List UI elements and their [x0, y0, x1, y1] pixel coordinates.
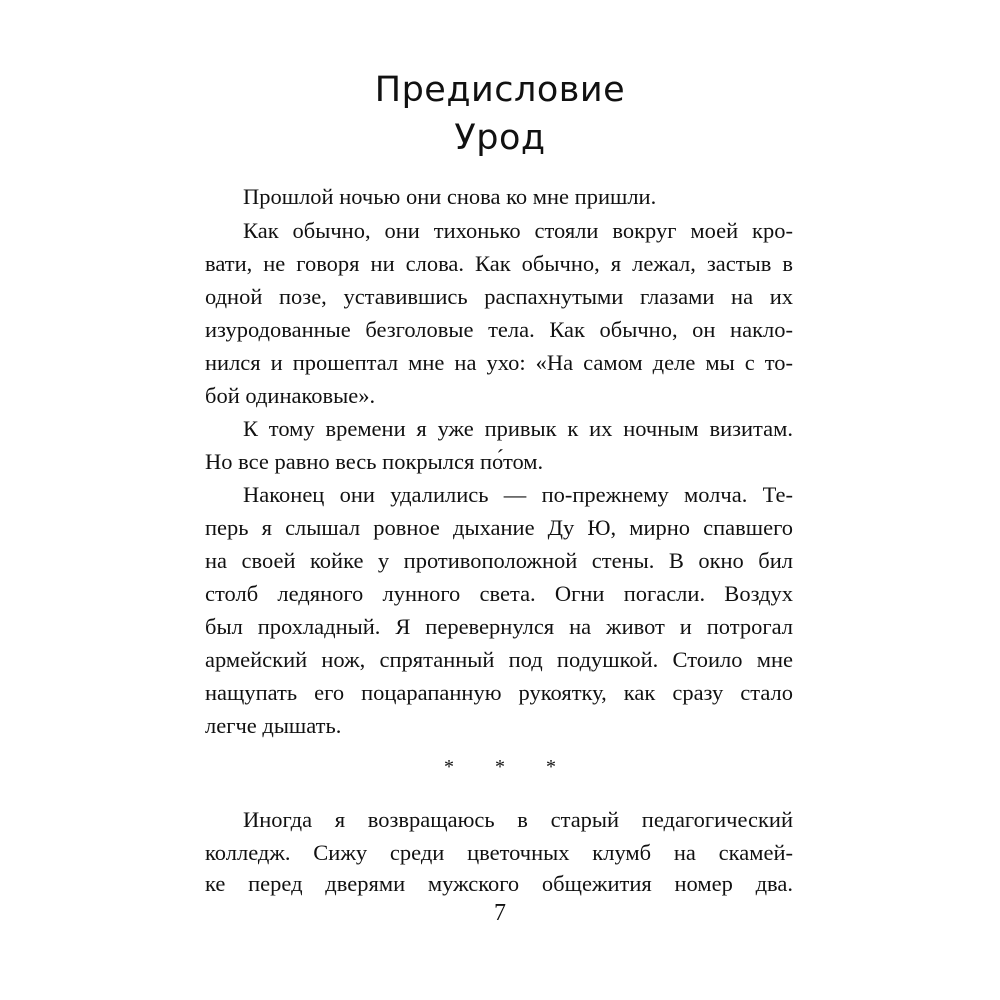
section-separator: * * *	[444, 756, 574, 778]
text-line: Но все равно весь покрылся по́том.	[205, 449, 544, 474]
text-line: бой одинаковые».	[205, 383, 376, 408]
chapter-subtitle: Урод	[454, 118, 546, 158]
text-line: изуродованные безголовые тела. Как обычно, он накло-	[205, 317, 793, 342]
chapter-title: Предисловие	[374, 70, 626, 110]
text-line: нащупать его поцарапанную рукоятку, как сразу стало	[205, 680, 793, 705]
page-number: 7	[494, 900, 506, 926]
text-line: перь я слышал ровное дыхание Ду Ю, мирно спавшего	[205, 515, 793, 540]
text-line: К тому времени я уже привык к их ночным визитам.	[243, 416, 793, 441]
text-line: вати, не говоря ни слова. Как обычно, я лежал, застыв в	[205, 251, 793, 276]
text-line: ке перед дверями мужского общежития номер два.	[205, 871, 793, 896]
text-line: нился и прошептал мне на ухо: «На самом деле мы с то-	[205, 350, 793, 375]
text-line: на своей койке у противоположной стены. В окно бил	[205, 548, 793, 573]
text-line: столб ледяного лунного света. Огни погасли. Воздух	[205, 581, 793, 606]
text-line: был прохладный. Я перевернулся на живот и потрогал	[205, 614, 793, 639]
text-line: Прошлой ночью они снова ко мне пришли.	[243, 184, 657, 209]
text-line: Иногда я возвращаюсь в старый педагогический	[243, 807, 793, 832]
text-line: Как обычно, они тихонько стояли вокруг моей кро-	[243, 218, 793, 243]
text-line: Наконец они удалились — по-прежнему молча. Те-	[243, 482, 793, 507]
text-line: одной позе, уставившись распахнутыми глазами на их	[205, 284, 793, 309]
text-line: армейский нож, спрятанный под подушкой. Стоило мне	[205, 647, 793, 672]
text-line: легче дышать.	[205, 713, 342, 738]
text-line: колледж. Сижу среди цветочных клумб на скамей-	[205, 840, 793, 865]
